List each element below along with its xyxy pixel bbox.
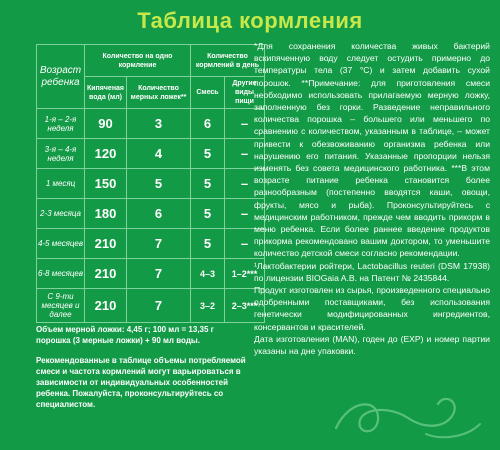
table-header-row: [37, 45, 265, 77]
spoons-cell: 7: [127, 229, 191, 259]
lactobacteria-note: ¹Лактобактерии ройтери, Lactobacillus reuteri (DSM 17938) по лицензии BIOGaia A.B. на Патент № 2435844.: [254, 260, 490, 283]
mix-cell: 5: [191, 139, 225, 169]
water-cell: 210: [85, 259, 127, 289]
other-food-cell: –: [225, 169, 265, 199]
age-cell: 1 месяц: [37, 169, 85, 199]
per-day-header: Количество кормлений в день: [191, 45, 265, 77]
ingredients-note: Продукт изготовлен из сырья, произведенного специально одобренными поставщиками, без использования генетически модифицированных ингредиентов, консервантов и красителей.: [254, 285, 490, 332]
water-cell: 210: [85, 289, 127, 323]
spoons-cell: 5: [127, 169, 191, 199]
manufacture-date-note: Дата изготовления (MAN), годен до (EXP) и номер партии указаны на дне упаковки.: [254, 333, 490, 357]
age-cell: С 9-ти месяцев и далее: [37, 289, 85, 323]
water-cell: 150: [85, 169, 127, 199]
water-cell: 90: [85, 109, 127, 139]
water-header: Кипяченая вода (мл): [85, 77, 127, 109]
spoons-cell: 4: [127, 139, 191, 169]
one-feeding-header: Количество на одно кормление: [85, 45, 191, 77]
other-food-cell: –: [225, 229, 265, 259]
other-food-cell: 1–2***: [225, 259, 265, 289]
mix-cell: 6: [191, 109, 225, 139]
spoon-volume-info: Объем мерной ложки: 4,45 г; 100 мл = 13,35 г порошка (3 мерные ложки) + 90 мл воды.: [36, 325, 214, 345]
other-food-cell: –: [225, 199, 265, 229]
table-row: [37, 259, 265, 289]
age-cell: 2-3 месяца: [37, 199, 85, 229]
recommendation-text: Рекомендованные в таблице объемы потребляемой смеси и частота кормлений могут варьироваться в зависимости от индивидуальных особенностей ребенка. Пожалуйста, проконсультируйтесь со специалистом.: [36, 356, 246, 409]
age-header: Возраст ребенка: [37, 45, 85, 109]
age-cell: 1-я – 2-я неделя: [37, 109, 85, 139]
mix-cell: 5: [191, 199, 225, 229]
spoons-cell: 6: [127, 199, 191, 229]
water-cell: 180: [85, 199, 127, 229]
table-footnotes: [36, 324, 246, 419]
age-cell: 4-5 месяцев: [37, 229, 85, 259]
page-title: Таблица кормления: [137, 8, 363, 33]
other-food-cell: –: [225, 109, 265, 139]
table-row: [37, 289, 265, 323]
feeding-table: [36, 44, 265, 323]
decorative-swirl-icon: [330, 378, 490, 444]
table-row: [37, 229, 265, 259]
mix-header: Смесь: [191, 77, 225, 109]
other-food-cell: –: [225, 139, 265, 169]
other-food-header: Другие виды пищи: [225, 77, 265, 109]
other-food-cell: 2–3***: [225, 289, 265, 323]
spoons-cell: 3: [127, 109, 191, 139]
water-cell: 120: [85, 139, 127, 169]
mix-cell: 4–3: [191, 259, 225, 289]
spoons-cell: 7: [127, 259, 191, 289]
mix-cell: 3–2: [191, 289, 225, 323]
spoons-cell: 7: [127, 289, 191, 323]
table-row: [37, 199, 265, 229]
mix-cell: 5: [191, 169, 225, 199]
preparation-note: *Для сохранения количества живых бактерий вскипяченную воду следует остудить примерно до температуры тела (37 °С) и затем добавить сухой порошок. **Примечание: для приготовления смеси необходимо использовать прилагаемую мерную ложку, заполненную без горки. Разведение неправильного количества порошка – большего или меньшего по сравнению с количеством, указанным в таблице, – может привести к обезвоживанию организма ребенка или нарушению его питания. Указанные пропорции нельзя изменять без совета медицинского работника. ***В этом возрасте питание ребенка становится более разнообразным (постепенно вводятся каши, овощи, фрукты, мясо и рыба). Проконсультируйтесь с медицинским работником, прежде чем вводить прикорм в меню ребенка. Если более раннее введение продуктов прикорма рекомендовано вашим доктором, то уменьшите количество детской смеси согласно рекомендации.: [254, 41, 490, 259]
table-row: [37, 139, 265, 169]
mix-cell: 5: [191, 229, 225, 259]
table-row: [37, 109, 265, 139]
table-row: [37, 169, 265, 199]
spoons-header: Количество мерных ложек**: [127, 77, 191, 109]
age-cell: 6-8 месяцев: [37, 259, 85, 289]
notes-column: [254, 40, 490, 357]
age-cell: 3-я – 4-я неделя: [37, 139, 85, 169]
water-cell: 210: [85, 229, 127, 259]
